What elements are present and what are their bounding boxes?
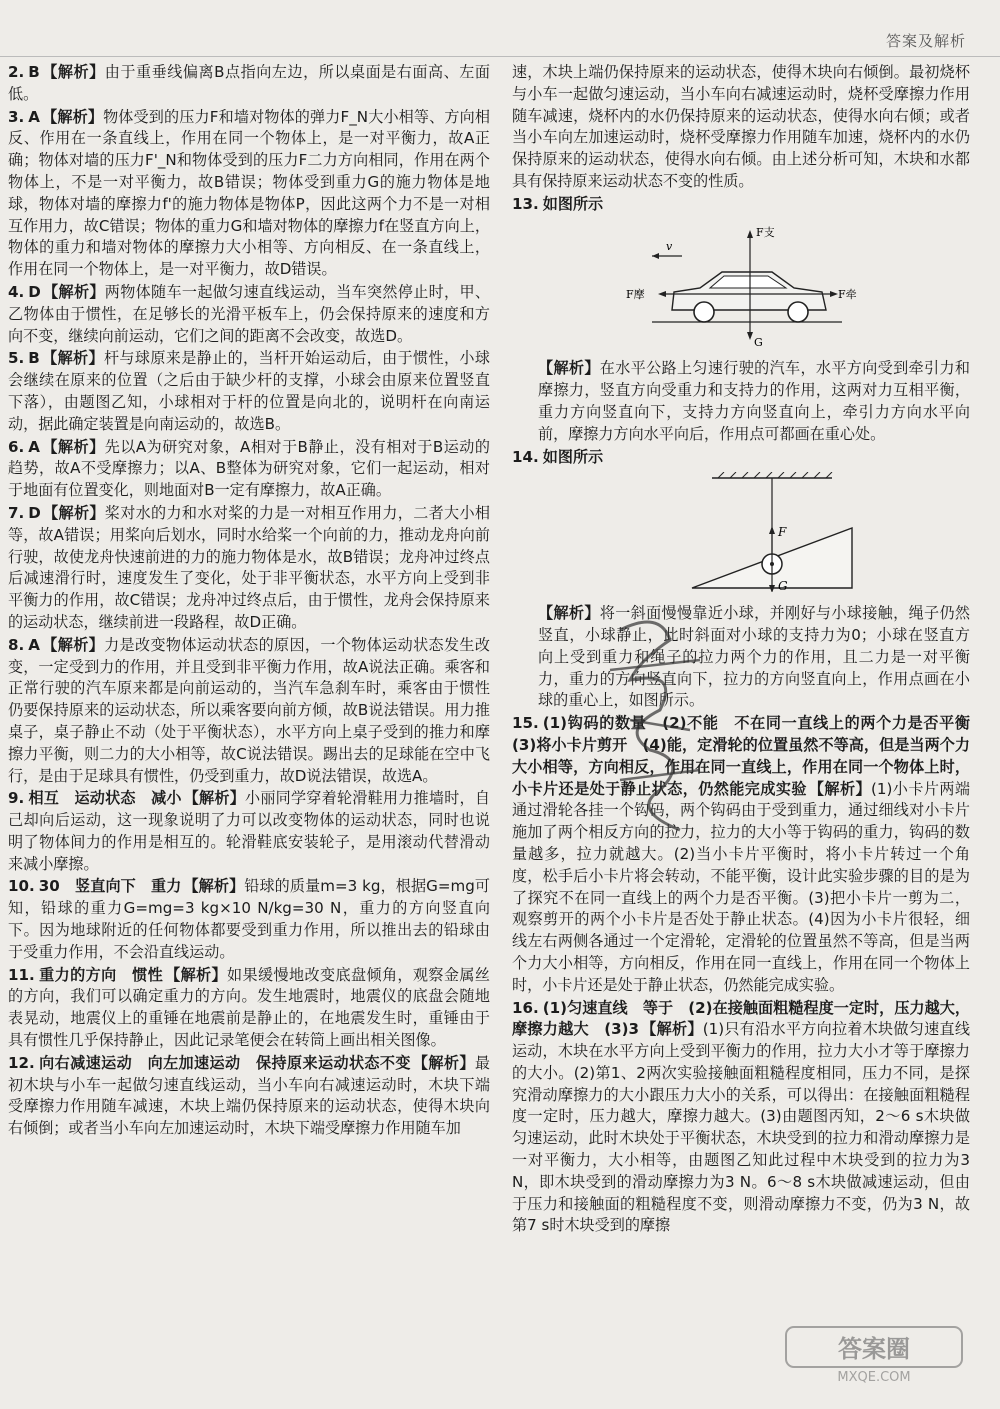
item-ans: 向右减速运动 向左加速运动 保持原来运动状态不变 bbox=[38, 1053, 411, 1072]
item-ans: 30 竖直向下 重力 bbox=[38, 877, 182, 896]
item-ans: 如图所示 bbox=[542, 194, 604, 213]
item-tag: 【解析】 bbox=[165, 965, 228, 984]
item-num: 8. bbox=[8, 635, 25, 654]
label-v: v bbox=[666, 239, 673, 253]
item-text: 两物体随车一起做匀速直线运动，当车突然停止时，甲、乙物体由于惯性，在足够长的光滑平板车上，仍会保持原来的速度和方向不变，继续向前运动，它们之间的距离不会改变，故选D。 bbox=[8, 282, 490, 345]
item-text: 最初木块与小车一起做匀速直线运动，当小车向右减速运动时，木块下端受摩擦力作用随车减速，木块上端仍保持原来的运动状态，使得木块向右倾倒；或者当小车向左加速运动时，木块下端受摩擦力作用随车加 bbox=[8, 1053, 490, 1138]
answer-item bbox=[8, 107, 490, 281]
header-rule bbox=[0, 56, 1000, 57]
answer-item bbox=[8, 788, 490, 875]
item-ans: D bbox=[28, 503, 41, 522]
item-text: 铅球的质量m=3 kg，根据G=mg可知，铅球的重力G=mg=3 kg×10 N/kg=30 N，重力的方向竖直向下。因为地球附近的任何物体都要受到重力作用，所以推出去的铅球由于受重力作用，不会沿直线运动。 bbox=[8, 877, 490, 961]
item-ans: (1)钩码的数量 (2)不能 不在同一直线上的两个力是否平衡 (3)将小卡片剪开 (4)能，定滑轮的位置虽然不等高，但是当两个力大小相等，方向相反，作用在同一直线上，作用在同一个物体上时，小卡片还是处于静止状态，仍然能完成实验 bbox=[512, 714, 986, 798]
handwriting-scribble bbox=[600, 610, 720, 840]
item-text: 将一斜面慢慢靠近小球，并刚好与小球接触，绳子仍然竖直，小球静止，此时斜面对小球的支持力为0；小球在竖直方向上受到重力和绳子的拉力两个力的作用，且二力是一对平衡力，重力的方向竖直向下，拉力的方向竖直向上，作用点画在小球的重心上，如图所示。 bbox=[538, 604, 970, 710]
item-num: 6. bbox=[8, 437, 25, 456]
watermark-logo bbox=[784, 1325, 964, 1385]
header-label: 答案及解析 bbox=[885, 32, 966, 50]
left-column bbox=[8, 62, 490, 1141]
item-tag: 【解析】 bbox=[538, 604, 600, 623]
item-ans: A bbox=[28, 635, 40, 654]
item-num: 2. bbox=[8, 63, 25, 81]
item-ans: D bbox=[28, 282, 41, 301]
item-text: 物体受到的压力F和墙对物体的弹力F_N大小相等、方向相反、作用在一条直线上，作用在同一个物体上，是一对平衡力，故A正确；物体对墙的压力F'_N和物体受到的压力F二力方向相同，作用在两个物体上，不是一对平衡力，故B错误；物体受到重力G的施力物体是地球，物体对墙的摩擦力f'的施力物体是物体P，因此这两个力不是一对相互作用力，故C错误；物体的重力G和墙对物体的摩擦力f在竖直方向上，物体的重力和墙对物体的摩擦力大小相等、方向相反、在一条直线上，作用在同一个物体上，是一对平衡力，故D错误。 bbox=[8, 107, 490, 279]
answer-item bbox=[512, 358, 970, 445]
item-text: 由于重垂线偏离B点指向左边，所以桌面是右面高、左面低。 bbox=[8, 63, 490, 103]
answer-item bbox=[512, 998, 970, 1238]
item-text: 小丽同学穿着轮滑鞋用力推墙时，自己却向后运动，这一现象说明了力可以改变物体的运动状态，同时也说明了物体间力的作用是相互的。轮滑鞋底安装轮子，是用滚动代替滑动来减小摩擦。 bbox=[8, 789, 490, 873]
item-tag: 【解析】 bbox=[641, 1020, 703, 1039]
item-text: 桨对水的力和水对桨的力是一对相互作用力，二者大小相等，故A错误；用桨向后划水，同时水给桨一个向前的力，推动龙舟向前行驶，故使龙舟快速前进的力的施力物体是水，故B错误；龙舟冲过终点后减速滑行时，速度发生了变化，处于非平衡状态，水平方向上受到非平衡力的作用，故C错误；龙舟冲过终点后，由于惯性，龙舟会保持原来的运动状态，继续前进一段路程，故D正确。 bbox=[8, 503, 490, 631]
answer-item bbox=[8, 437, 490, 502]
label-f-friction: F摩 bbox=[626, 287, 645, 301]
label-g: G bbox=[778, 579, 788, 593]
answer-item bbox=[8, 282, 490, 347]
item-tag: 【解析】 bbox=[183, 877, 245, 896]
item-num: 13. bbox=[512, 194, 539, 213]
item-tag: 【解析】 bbox=[41, 635, 105, 654]
item-ans: A bbox=[28, 437, 40, 456]
item-ans: 相互 运动状态 减小 bbox=[28, 789, 182, 808]
item-num: 4. bbox=[8, 282, 25, 301]
svg-text:答案圈: 答案圈 bbox=[838, 1335, 910, 1363]
item-text: 速，木块上端仍保持原来的运动状态，使得木块向右倾倒。最初烧杯与小车一起做匀速运动，当小车向右减速运动时，烧杯受摩擦力作用随车减速，烧杯内的水仍保持原来的运动状态，使得水向右倾；或者当小车向左加速运动时，烧杯受摩擦力作用随车加速，烧杯内的水仍保持原来的运动状态，使得水向右倾。由上述分析可知，木块和水都具有保持原来运动状态不变的性质。 bbox=[512, 63, 970, 190]
item-tag: 【解析】 bbox=[42, 282, 105, 301]
figure-14-ball-slope bbox=[512, 472, 970, 599]
item-text: 在水平公路上匀速行驶的汽车，水平方向受到牵引力和摩擦力，竖直方向受重力和支持力的作用，这两对力互相平衡，重力方向竖直向下，支持力方向竖直向上，牵引力方向水平向前，摩擦力方向水平向后，作用点可都画在重心处。 bbox=[538, 359, 970, 443]
answer-item bbox=[8, 965, 490, 1052]
answer-item bbox=[8, 1053, 490, 1140]
item-text: 力是改变物体运动状态的原因，一个物体运动状态发生改变，一定受到力的作用，并且受到非平衡力作用，故A说法正确。乘客和正常行驶的汽车原来都是向前运动的，当汽车急刹车时，乘客由于惯性仍要保持原来的运动状态，所以乘客要向前方倾，故B说法错误。用力推桌子，桌子静止不动（处于平衡状态），水平方向上桌子受到的推力和摩擦力平衡，则二力的大小相等，故C说法错误。踢出去的足球能在空中飞行，是由于足球具有惯性，仍受到重力，故D说法错误，故选A。 bbox=[8, 635, 490, 785]
svg-text:MXQE.COM: MXQE.COM bbox=[837, 1370, 911, 1385]
label-f: F bbox=[778, 525, 787, 540]
label-f-support: F支 bbox=[756, 225, 775, 239]
item-text: 先以A为研究对象，A相对于B静止，没有相对于B运动的趋势，故A不受摩擦力；以A、B整体为研究对象，它们一起运动，相对于地面有位置变化，则地面对B一定有摩擦力，故A正确。 bbox=[8, 437, 490, 500]
item-num: 12. bbox=[8, 1053, 35, 1072]
item-tag: 【解析】 bbox=[538, 359, 600, 378]
item-num: 16. bbox=[512, 998, 539, 1017]
answer-item bbox=[512, 713, 986, 996]
item-text: 杆与球原来是静止的，当杆开始运动后，由于惯性，小球会继续在原来的位置（之后由于缺少杆的支撑，小球会由原来位置竖直下落），由题图乙知，小球相对于杆的位置是向北的，说明杆在向南运动，据此确定装置是向南运动的，故选B。 bbox=[8, 349, 490, 433]
item-num: 11. bbox=[8, 965, 35, 984]
item-ans: B bbox=[28, 349, 40, 368]
figure-13-car-forces bbox=[512, 220, 970, 355]
answer-item bbox=[8, 635, 490, 788]
item-ans: B bbox=[28, 63, 40, 81]
answer-item bbox=[512, 447, 970, 469]
item-tag: 【解析】 bbox=[42, 503, 105, 522]
item-num: 14. bbox=[512, 447, 539, 466]
answer-item bbox=[8, 876, 490, 963]
item-tag: 【解析】 bbox=[41, 437, 105, 456]
item-ans: 如图所示 bbox=[542, 447, 604, 466]
item-text: (1)小卡片两端通过滑轮各挂一个钩码，两个钩码由于受到重力，通过细线对小卡片施加了两个相反方向的拉力，拉力的大小等于钩码的重力，钩码的数量越多，拉力就越大。(2)当小卡片平衡时，将小卡片转过一个角度，松手后小卡片将会转动，不能平衡，设计此实验步骤的目的是为了探究不在同一直线上的两个力是否平衡。(3)把小卡片一剪为二，观察剪开的两个小卡片是否处于静止状态。(4)因为小卡片很轻，细线左右两侧各通过一个定滑轮，定滑轮的位置虽然不等高，但是当两个力大小相等，方向相反，作用在同一直线上，作用在同一个物体上时，小卡片还是处于静止状态，仍然能完成实验。 bbox=[512, 779, 970, 994]
item-num: 3. bbox=[8, 107, 25, 126]
item-tag: 【解析】 bbox=[41, 349, 104, 368]
answer-item bbox=[8, 503, 490, 634]
item-tag: 【解析】 bbox=[183, 789, 246, 808]
answer-item bbox=[512, 603, 970, 712]
item-num: 7. bbox=[8, 503, 25, 522]
item-text: (1)只有沿水平方向拉着木块做匀速直线运动，木块在水平方向上受到平衡力的作用，拉力大小才等于摩擦力的大小。(2)第1、2两次实验接触面粗糙程度相同，压力不同，是探究滑动摩擦力的大小跟压力大小的关系，可以得出：在接触面粗糙程度一定时，压力越大，摩擦力越大。(3)由题图丙知，2～6 s木块做匀速运动，此时木块处于平衡状态，木块受到的拉力和滑动摩擦力是一对平衡力，大小相等，由题图乙知此过程中木块受到的拉力为3 N，即木块受到的滑动摩擦力为3 N。6～8 s木块做减速运动，但由于压力和接触面的粗糙程度不变，则滑动摩擦力不变，仍为3 N，故第7 s时木块受到的摩擦 bbox=[512, 1020, 970, 1235]
answer-item bbox=[512, 62, 970, 193]
item-ans: 重力的方向 惯性 bbox=[38, 965, 164, 984]
right-column bbox=[512, 62, 986, 1238]
item-num: 10. bbox=[8, 877, 35, 896]
item-text: 如果缓慢地改变底盘倾角，观察金属丝的方向，我们可以确定重力的方向。发生地震时，地震仪的底盘会随地表晃动，地震仪上的重锤在地震前是静止的，在地震发生时，重锤由于具有惯性几乎保持静止，因此记录笔便会在转筒上画出相关图像。 bbox=[8, 965, 490, 1050]
item-ans: A bbox=[28, 107, 40, 126]
item-num: 15. bbox=[512, 714, 539, 733]
answer-item bbox=[8, 348, 490, 435]
item-num: 9. bbox=[8, 789, 25, 808]
item-tag: 【解析】 bbox=[41, 63, 105, 81]
item-tag: 【解析】 bbox=[412, 1053, 475, 1072]
label-g: G bbox=[754, 335, 763, 348]
item-tag: 【解析】 bbox=[41, 107, 104, 126]
answer-item bbox=[512, 194, 970, 216]
answer-item bbox=[8, 62, 490, 106]
label-f-traction: F牵 bbox=[838, 287, 857, 301]
item-num: 5. bbox=[8, 349, 25, 368]
item-ans: (1)匀速直线 等于 (2)在接触面粗糙程度一定时，压力越大，摩擦力越大 (3)3 bbox=[512, 998, 970, 1039]
item-tag: 【解析】 bbox=[808, 779, 871, 798]
